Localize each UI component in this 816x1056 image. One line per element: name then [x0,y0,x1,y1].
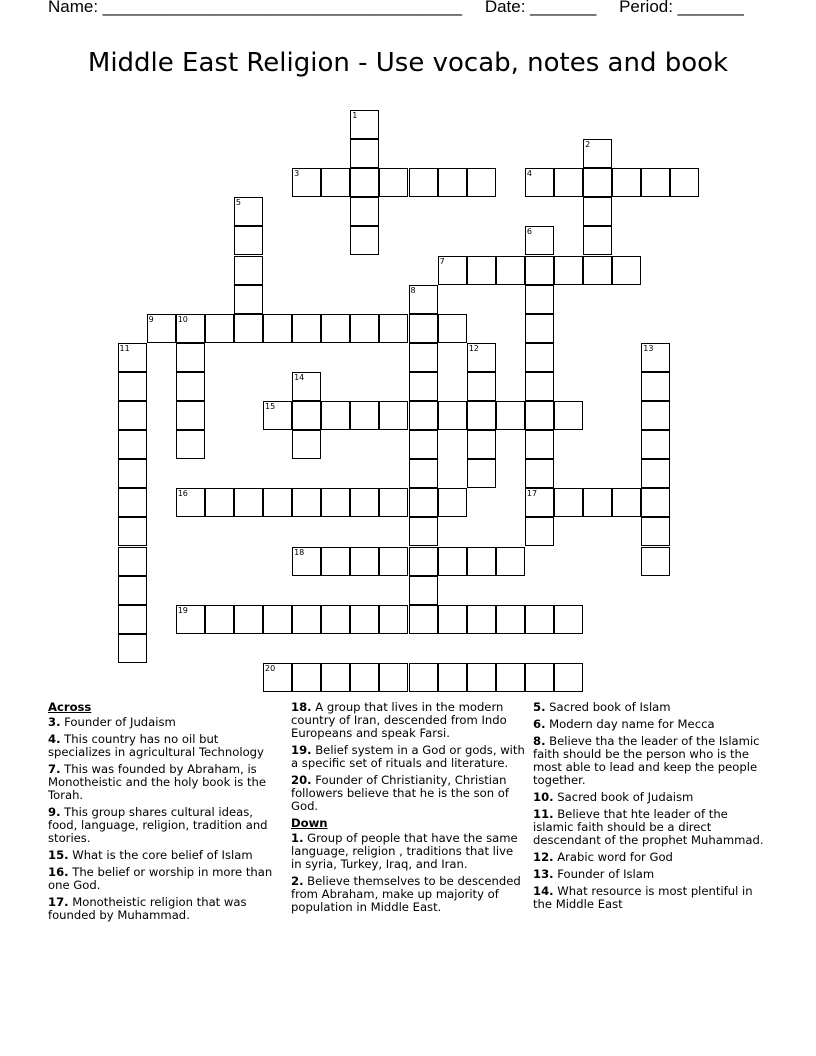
grid-cell[interactable] [292,401,321,430]
clue-number-label: 14. [533,884,554,898]
grid-cell[interactable] [612,256,641,285]
grid-cell[interactable] [641,517,670,546]
clue-item [48,806,284,845]
grid-cell[interactable] [409,547,438,576]
grid-cell[interactable] [496,547,525,576]
grid-cell[interactable] [321,314,350,343]
clue-number-label: 19. [291,743,312,757]
grid-cell[interactable] [496,663,525,692]
clue-number: 6 [526,227,532,237]
grid-cell[interactable] [176,430,205,459]
grid-cell[interactable] [467,430,496,459]
clue-number: 1 [352,111,358,120]
clue-number: 7 [439,256,445,266]
grid-cell[interactable] [525,430,554,459]
grid-cell[interactable] [583,256,612,285]
grid-cell[interactable] [583,168,612,197]
clue-item [48,763,284,802]
grid-cell[interactable] [525,256,554,285]
clue-number-label: 20. [291,773,312,787]
clue-number: 9 [148,314,154,324]
grid-cell[interactable] [379,401,408,430]
page-title: Middle East Religion - Use vocab, notes and book [87,48,729,78]
clue-number-label: 18. [291,700,312,714]
grid-cell[interactable] [205,605,234,634]
clue-text: Founder of Judaism [60,715,176,729]
grid-cell[interactable] [292,168,321,197]
grid-cell[interactable] [438,168,467,197]
clue-text: Sacred book of Judaism [553,790,694,804]
grid-cell[interactable] [554,168,583,197]
grid-cell[interactable] [641,343,670,372]
clue-number: 3 [294,169,300,179]
grid-cell[interactable] [292,663,321,692]
grid-cell[interactable] [525,517,554,546]
clue-text: Modern day name for Mecca [545,717,715,731]
clue-item [291,832,527,871]
clue-number: 16 [177,489,188,499]
clue-item [533,868,769,881]
clue-number-label: 16. [48,865,69,879]
grid-cell[interactable] [554,663,583,692]
grid-cell[interactable] [467,663,496,692]
grid-cell[interactable] [554,488,583,517]
grid-cell[interactable] [379,547,408,576]
grid-cell[interactable] [583,226,612,255]
grid-cell[interactable] [409,459,438,488]
clues-column-3 [533,701,769,915]
clue-text: Believe that hte leader of the islamic faith should be a direct descendant of the prophet Muhammad. [533,807,764,847]
clue-text: A group that lives in the modern country of Iran, descended from Indo Europeans and speak Farsi. [291,700,507,740]
clue-number: 2 [585,140,591,150]
grid-cell[interactable] [205,488,234,517]
grid-cell[interactable] [379,605,408,634]
clue-number-label: 9. [48,805,61,819]
down-heading: Down [291,816,328,830]
grid-cell[interactable] [641,401,670,430]
grid-cell[interactable] [321,401,350,430]
grid-cell[interactable] [525,343,554,372]
across-heading: Across [48,700,92,714]
grid-cell[interactable] [409,488,438,517]
grid-cell[interactable] [379,168,408,197]
clue-number: 20 [265,663,276,673]
clue-text: Founder of Christianity, Christian followers believe that he is the son of God. [291,773,509,813]
clue-number: 8 [410,285,416,295]
grid-cell[interactable] [641,547,670,576]
clue-item [48,733,284,759]
grid-cell[interactable] [263,401,292,430]
clue-item [48,849,284,862]
clue-item [48,716,284,729]
grid-cell[interactable] [467,401,496,430]
grid-cell[interactable] [409,605,438,634]
grid-cell[interactable] [641,459,670,488]
grid-cell[interactable] [350,197,379,226]
clue-number-label: 5. [533,700,546,714]
grid-cell[interactable] [263,663,292,692]
clue-item [48,866,284,892]
grid-cell[interactable] [525,401,554,430]
grid-cell[interactable] [118,430,147,459]
clue-number-label: 11. [533,807,554,821]
grid-cell[interactable] [350,226,379,255]
grid-cell[interactable] [612,488,641,517]
grid-cell[interactable] [409,663,438,692]
clue-text: This country has no oil but specializes in agricultural Technology [48,732,264,759]
clue-number: 19 [177,605,188,615]
grid-cell[interactable] [379,488,408,517]
clues-column-2 [291,701,527,918]
grid-cell[interactable] [118,634,147,663]
clue-text: Founder of Islam [553,867,655,881]
clue-number-label: 10. [533,790,554,804]
grid-cell[interactable] [292,547,321,576]
clue-text: The belief or worship in more than one God. [48,865,273,892]
grid-cell[interactable] [409,430,438,459]
across-clues-a [48,716,284,922]
clue-text: Belief system in a God or gods, with a specific set of rituals and literature. [291,743,525,770]
grid-cell[interactable] [554,256,583,285]
period-field[interactable]: Period: _______ [619,0,744,16]
clue-text: This was founded by Abraham, is Monotheistic and the holy book is the Torah. [48,762,266,802]
clue-number: 17 [526,489,538,499]
clue-item [533,885,769,911]
grid-cell[interactable] [379,663,408,692]
clue-number: 4 [526,169,532,179]
grid-cell[interactable] [350,110,379,139]
down-clues-a [291,832,527,914]
grid-cell[interactable] [321,488,350,517]
grid-cell[interactable] [321,605,350,634]
clue-number-label: 4. [48,732,61,746]
clue-text: Monotheistic religion that was founded by Muhammad. [48,895,247,922]
clue-number-label: 13. [533,867,554,881]
grid-cell[interactable] [350,663,379,692]
grid-cell[interactable] [350,547,379,576]
grid-cell[interactable] [409,314,438,343]
grid-cell[interactable] [641,372,670,401]
grid-cell[interactable] [176,372,205,401]
clue-item [533,791,769,804]
grid-cell[interactable] [321,547,350,576]
grid-cell[interactable] [438,547,467,576]
clue-item [533,701,769,714]
grid-cell[interactable] [321,663,350,692]
grid-cell[interactable] [467,547,496,576]
grid-cell[interactable] [234,197,263,226]
grid-cell[interactable] [409,576,438,605]
grid-cell[interactable] [409,168,438,197]
grid-cell[interactable] [438,401,467,430]
grid-cell[interactable] [583,488,612,517]
grid-cell[interactable] [583,139,612,168]
grid-cell[interactable] [438,314,467,343]
clue-text: Believe themselves to be descended from Abraham, make up majority of population in Middle East. [291,874,521,914]
grid-cell[interactable] [525,372,554,401]
clue-item [291,774,527,813]
clue-number-label: 17. [48,895,69,909]
grid-cell[interactable] [554,401,583,430]
grid-cell[interactable] [205,314,234,343]
grid-cell[interactable] [147,314,176,343]
grid-cell[interactable] [438,605,467,634]
grid-cell[interactable] [350,168,379,197]
clue-number-label: 7. [48,762,61,776]
grid-cell[interactable] [525,314,554,343]
clue-item [291,744,527,770]
grid-cell[interactable] [118,459,147,488]
clues-column-1 [48,701,284,926]
clue-number: 13 [643,343,654,353]
grid-cell[interactable] [176,343,205,372]
clue-text: This group shares cultural ideas, food, language, religion, tradition and stories. [48,805,268,845]
grid-cell[interactable] [118,343,147,372]
grid-cell[interactable] [292,605,321,634]
grid-cell[interactable] [409,401,438,430]
grid-cell[interactable] [525,168,554,197]
grid-cell[interactable] [554,605,583,634]
date-field[interactable]: Date: _______ [484,0,597,16]
clue-number-label: 15. [48,848,69,862]
grid-cell[interactable] [438,256,467,285]
grid-cell[interactable] [263,488,292,517]
grid-cell[interactable] [409,372,438,401]
grid-cell[interactable] [292,314,321,343]
clue-item [48,896,284,922]
grid-cell[interactable] [118,547,147,576]
grid-cell[interactable] [525,488,554,517]
grid-cell[interactable] [409,343,438,372]
across-clues-b [291,701,527,813]
grid-cell[interactable] [176,401,205,430]
clue-number-label: 12. [533,850,554,864]
grid-cell[interactable] [234,256,263,285]
clue-number: 14 [294,372,305,382]
grid-cell[interactable] [467,343,496,372]
grid-cell[interactable] [350,401,379,430]
grid-cell[interactable] [263,605,292,634]
grid-cell[interactable] [234,488,263,517]
grid-cell[interactable] [525,285,554,314]
clue-number-label: 2. [291,874,304,888]
grid-cell[interactable] [118,576,147,605]
clue-number-label: 1. [291,831,304,845]
name-field[interactable]: Name: ______________________________________ [48,0,463,16]
grid-cell[interactable] [118,488,147,517]
clue-text: Group of people that have the same language, religion , traditions that live in syria, Turkey, Iraq, and Iran. [291,831,518,871]
clue-item [533,718,769,731]
grid-cell[interactable] [350,314,379,343]
clue-item [533,735,769,787]
grid-cell[interactable] [234,314,263,343]
clue-number: 12 [468,343,479,353]
grid-cell[interactable] [176,488,205,517]
grid-cell[interactable] [438,488,467,517]
grid-cell[interactable] [467,459,496,488]
clue-number-label: 3. [48,715,61,729]
grid-cell[interactable] [525,459,554,488]
grid-cell[interactable] [234,226,263,255]
grid-cell[interactable] [641,488,670,517]
grid-cell[interactable] [321,168,350,197]
grid-cell[interactable] [379,314,408,343]
grid-cell[interactable] [118,605,147,634]
grid-cell[interactable] [525,663,554,692]
clue-text: What resource is most plentiful in the Middle East [533,884,753,911]
clue-number: 10 [177,314,188,324]
grid-cell[interactable] [118,401,147,430]
grid-cell[interactable] [176,605,205,634]
grid-cell[interactable] [467,605,496,634]
grid-cell[interactable] [118,372,147,401]
clue-text: Sacred book of Islam [545,700,671,714]
grid-cell[interactable] [438,663,467,692]
grid-cell[interactable] [496,256,525,285]
clue-number-label: 8. [533,734,546,748]
grid-cell[interactable] [496,401,525,430]
grid-cell[interactable] [176,314,205,343]
grid-cell[interactable] [467,256,496,285]
grid-cell[interactable] [292,430,321,459]
grid-cell[interactable] [118,517,147,546]
grid-cell[interactable] [641,168,670,197]
grid-cell[interactable] [263,314,292,343]
clue-number: 15 [265,402,276,411]
grid-cell[interactable] [409,517,438,546]
grid-cell[interactable] [292,488,321,517]
clue-item [533,851,769,864]
grid-cell[interactable] [525,605,554,634]
clue-number-label: 6. [533,717,546,731]
clue-text: What is the core belief of Islam [68,848,253,862]
clue-item [291,701,527,740]
grid-cell[interactable] [350,139,379,168]
grid-cell[interactable] [350,605,379,634]
grid-cell[interactable] [496,605,525,634]
grid-cell[interactable] [234,285,263,314]
grid-cell[interactable] [234,605,263,634]
grid-cell[interactable] [641,430,670,459]
clue-number: 5 [235,198,241,208]
grid-cell[interactable] [670,168,699,197]
grid-cell[interactable] [583,197,612,226]
grid-cell[interactable] [409,285,438,314]
clue-number: 11 [119,343,130,353]
grid-cell[interactable] [467,168,496,197]
clue-item [533,808,769,847]
clue-number: 18 [294,547,305,557]
grid-cell[interactable] [525,226,554,255]
down-clues-b [533,701,769,911]
grid-cell[interactable] [467,372,496,401]
grid-cell[interactable] [612,168,641,197]
grid-cell[interactable] [350,488,379,517]
clue-text: Arabic word for God [553,850,673,864]
clue-item [291,875,527,914]
grid-cell[interactable] [292,372,321,401]
clue-text: Believe tha the leader of the Islamic faith should be the person who is the most able to lead and keep the people together. [533,734,760,787]
